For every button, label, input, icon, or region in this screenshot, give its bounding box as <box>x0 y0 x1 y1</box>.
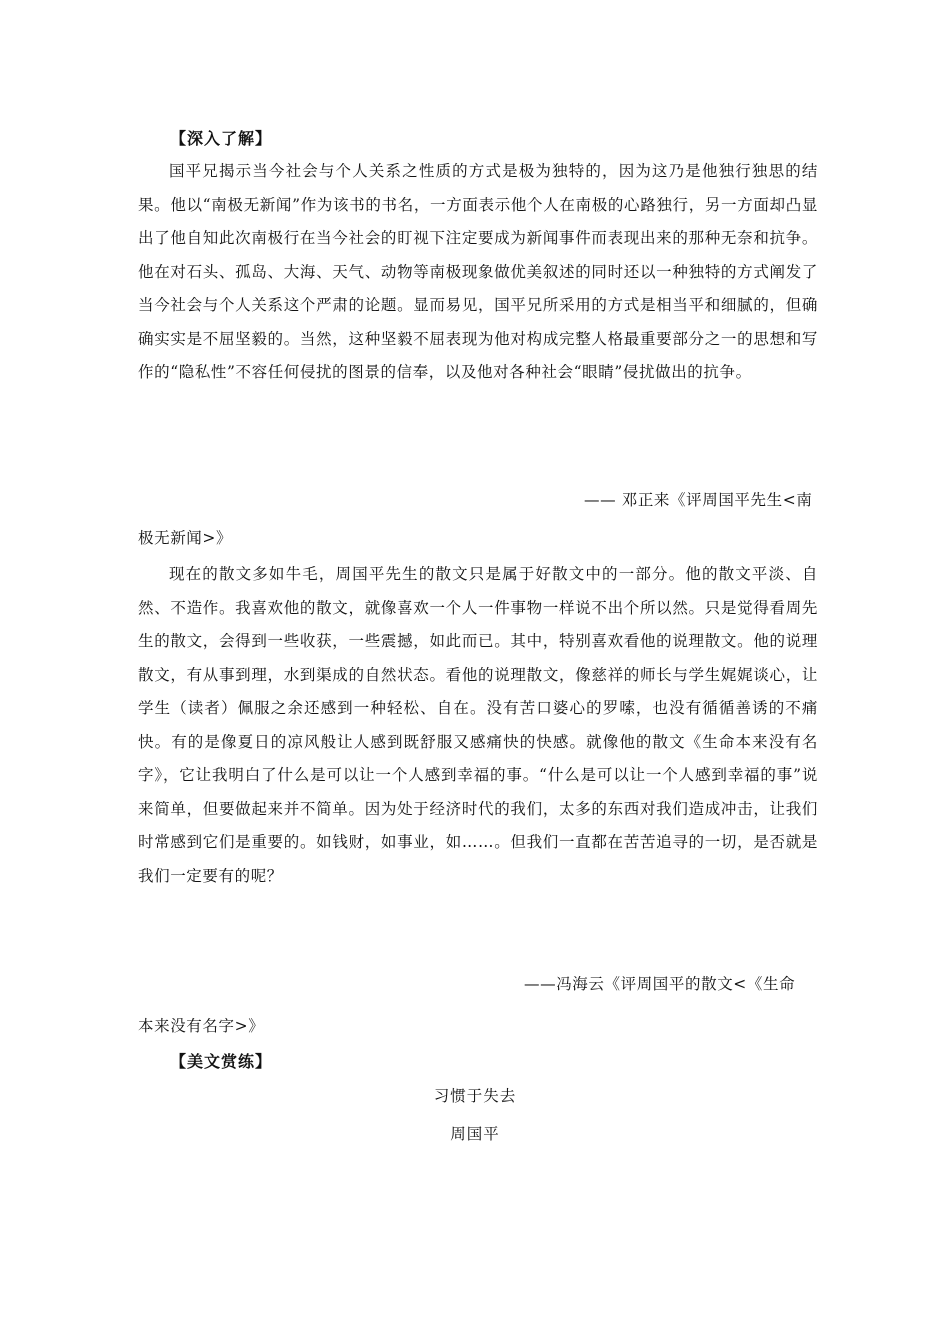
attribution-feng-line1: ——冯海云《评周国平的散文<《生命 <box>524 975 796 993</box>
attribution-deng-line1: —— 邓正来《评周国平先生<南 <box>584 491 813 509</box>
essay-author: 周国平 <box>450 1125 500 1143</box>
section-heading-appreciation: 【美文赏练】 <box>170 1052 273 1071</box>
attribution-feng-line2: 本来没有名字>》 <box>138 1017 265 1035</box>
essay-title: 习惯于失去 <box>433 1087 517 1105</box>
attribution-deng-line2: 极无新闻>》 <box>138 529 233 547</box>
review-paragraph-feng: 现在的散文多如牛毛，周国平先生的散文只是属于好散文中的一部分。他的散文平淡、自然、不造作。我喜欢他的散文，就像喜欢一个人一件事物一样说不出个所以然。只是觉得看周先生的散文，会得到一些收获，一些震撼，如此而已。其中，特别喜欢看他的说理散文。他的说理散文，有从事到理，水到渠成的自然状态。看他的说理散文，像慈祥的师长与学生娓娓谈心，让学生（读者）佩服之余还感到一种轻松、自在。没有苦口婆心的罗嗦，也没有循循善诱的不痛快。有的是像夏日的凉风般让人感到既舒服又感痛快的快感。就像他的散文《生命本来没有名字》，它让我明白了什么是可以让一个人感到幸福的事。“什么是可以让一个人感到幸福的事”说来简单，但要做起来并不简单。因为处于经济时代的我们，太多的东西对我们造成冲击，让我们时常感到它们是重要的。如钱财，如事业，如……。但我们一直都在苦苦追寻的一切，是否就是我们一定要有的呢？ <box>138 565 818 885</box>
review-paragraph-deng: 国平兄揭示当今社会与个人关系之性质的方式是极为独特的，因为这乃是他独行独思的结果。他以“南极无新闻”作为该书的书名，一方面表示他个人在南极的心路独行，另一方面却凸显出了他自知此次南极行在当今社会的盯视下注定要成为新闻事件而表现出来的那种无奈和抗争。他在对石头、孤岛、大海、天气、动物等南极现象做优美叙述的同时还以一种独特的方式阐发了当今社会与个人关系这个严肃的论题。显而易见，国平兄所采用的方式是相当平和细腻的，但确确实实是不屈坚毅的。当然，这种坚毅不屈表现为他对构成完整人格最重要部分之一的思想和写作的“隐私性”不容任何侵扰的图景的信奉，以及他对各种社会“眼睛”侵扰做出的抗争。 <box>138 162 818 381</box>
section-heading-deep-understanding: 【深入了解】 <box>170 129 273 148</box>
